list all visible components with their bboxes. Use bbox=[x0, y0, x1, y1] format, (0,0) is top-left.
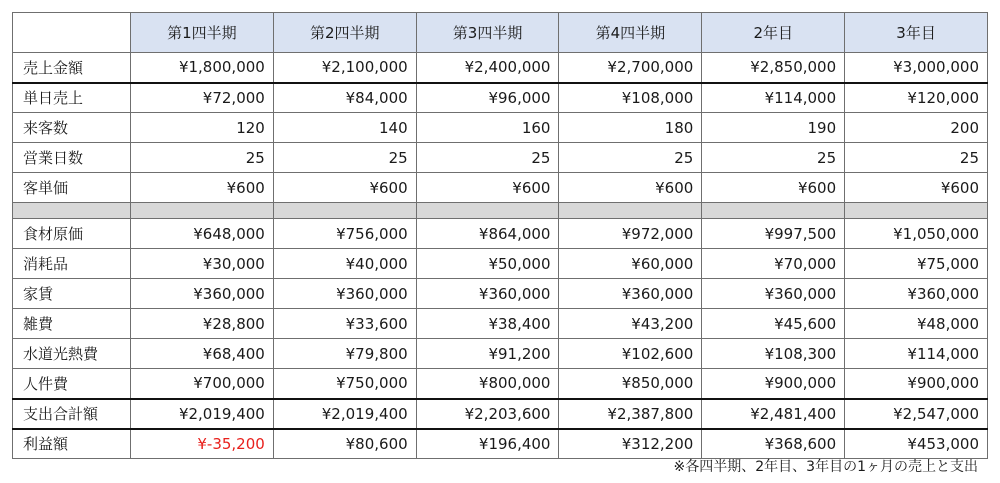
table-cell: ¥312,200 bbox=[559, 429, 702, 459]
table-cell: ¥1,050,000 bbox=[845, 219, 988, 249]
table-row bbox=[13, 369, 988, 399]
table-cell: 180 bbox=[559, 113, 702, 143]
row-label: 営業日数 bbox=[13, 143, 131, 173]
financial-table bbox=[12, 12, 988, 459]
table-cell: ¥864,000 bbox=[416, 219, 559, 249]
table-cell: ¥28,800 bbox=[131, 309, 274, 339]
table-cell: ¥600 bbox=[131, 173, 274, 203]
table-cell: ¥60,000 bbox=[559, 249, 702, 279]
table-row bbox=[13, 173, 988, 203]
table-cell: 25 bbox=[416, 143, 559, 173]
table-cell: ¥2,700,000 bbox=[559, 53, 702, 83]
header-q4: 第4四半期 bbox=[559, 13, 702, 53]
table-row bbox=[13, 249, 988, 279]
row-label: 単日売上 bbox=[13, 83, 131, 113]
table-cell: ¥3,000,000 bbox=[845, 53, 988, 83]
table-cell: ¥2,387,800 bbox=[559, 399, 702, 429]
header-year3: 3年目 bbox=[845, 13, 988, 53]
table-cell: ¥84,000 bbox=[273, 83, 416, 113]
table-cell: ¥96,000 bbox=[416, 83, 559, 113]
table-cell: 190 bbox=[702, 113, 845, 143]
table-cell: ¥114,000 bbox=[702, 83, 845, 113]
table-cell: 25 bbox=[845, 143, 988, 173]
table-cell: ¥2,019,400 bbox=[131, 399, 274, 429]
table-row bbox=[13, 143, 988, 173]
table-cell: ¥33,600 bbox=[273, 309, 416, 339]
table-cell: ¥972,000 bbox=[559, 219, 702, 249]
table-cell: 25 bbox=[559, 143, 702, 173]
table-cell: ¥68,400 bbox=[131, 339, 274, 369]
header-q1: 第1四半期 bbox=[131, 13, 274, 53]
table-cell: ¥600 bbox=[845, 173, 988, 203]
table-cell: ¥48,000 bbox=[845, 309, 988, 339]
table-cell: ¥997,500 bbox=[702, 219, 845, 249]
table-cell: ¥360,000 bbox=[702, 279, 845, 309]
table-cell: ¥91,200 bbox=[416, 339, 559, 369]
table-cell: 120 bbox=[131, 113, 274, 143]
table-cell: ¥600 bbox=[273, 173, 416, 203]
divider-cell bbox=[845, 203, 988, 219]
table-cell: ¥2,481,400 bbox=[702, 399, 845, 429]
table-cell: ¥38,400 bbox=[416, 309, 559, 339]
table-cell: ¥40,000 bbox=[273, 249, 416, 279]
row-label: 水道光熱費 bbox=[13, 339, 131, 369]
table-cell: ¥79,800 bbox=[273, 339, 416, 369]
table-cell: ¥600 bbox=[559, 173, 702, 203]
table-cell: ¥800,000 bbox=[416, 369, 559, 399]
row-label: 雑費 bbox=[13, 309, 131, 339]
table-cell: ¥45,600 bbox=[702, 309, 845, 339]
table-cell: ¥2,100,000 bbox=[273, 53, 416, 83]
table-cell: ¥70,000 bbox=[702, 249, 845, 279]
header-row bbox=[13, 13, 988, 53]
table-cell: 160 bbox=[416, 113, 559, 143]
table-cell: ¥114,000 bbox=[845, 339, 988, 369]
table-cell: 25 bbox=[131, 143, 274, 173]
row-label: 家賃 bbox=[13, 279, 131, 309]
table-cell: ¥72,000 bbox=[131, 83, 274, 113]
table-cell: 140 bbox=[273, 113, 416, 143]
table-row bbox=[13, 309, 988, 339]
row-label: 食材原価 bbox=[13, 219, 131, 249]
section-divider bbox=[13, 203, 988, 219]
table-cell: ¥600 bbox=[702, 173, 845, 203]
header-year2: 2年目 bbox=[702, 13, 845, 53]
table-cell: ¥108,300 bbox=[702, 339, 845, 369]
table-cell: ¥360,000 bbox=[416, 279, 559, 309]
row-label: 消耗品 bbox=[13, 249, 131, 279]
table-cell: ¥2,203,600 bbox=[416, 399, 559, 429]
table-cell: ¥80,600 bbox=[273, 429, 416, 459]
divider-cell bbox=[273, 203, 416, 219]
table-row bbox=[13, 53, 988, 83]
divider-cell bbox=[131, 203, 274, 219]
divider-cell bbox=[13, 203, 131, 219]
divider-cell bbox=[702, 203, 845, 219]
table-cell: 25 bbox=[273, 143, 416, 173]
negative-profit-cell: ¥-35,200 bbox=[131, 429, 274, 459]
table-cell: ¥30,000 bbox=[131, 249, 274, 279]
table-cell: 200 bbox=[845, 113, 988, 143]
table-cell: ¥43,200 bbox=[559, 309, 702, 339]
table-cell: ¥1,800,000 bbox=[131, 53, 274, 83]
table-cell: ¥750,000 bbox=[273, 369, 416, 399]
footnote: ※各四半期、2年目、3年目の1ヶ月の売上と支出 bbox=[673, 459, 978, 475]
table-cell: ¥2,850,000 bbox=[702, 53, 845, 83]
table-cell: ¥360,000 bbox=[845, 279, 988, 309]
table-cell: ¥2,019,400 bbox=[273, 399, 416, 429]
divider-cell bbox=[559, 203, 702, 219]
row-label: 利益額 bbox=[13, 429, 131, 459]
row-label: 客単価 bbox=[13, 173, 131, 203]
table-cell: ¥196,400 bbox=[416, 429, 559, 459]
row-label: 支出合計額 bbox=[13, 399, 131, 429]
profit-row bbox=[13, 429, 988, 459]
table-cell: ¥900,000 bbox=[702, 369, 845, 399]
total-row bbox=[13, 399, 988, 429]
table-row bbox=[13, 83, 988, 113]
table-cell: ¥850,000 bbox=[559, 369, 702, 399]
table-cell: ¥2,547,000 bbox=[845, 399, 988, 429]
table-cell: ¥453,000 bbox=[845, 429, 988, 459]
table-cell: ¥102,600 bbox=[559, 339, 702, 369]
table-cell: ¥368,600 bbox=[702, 429, 845, 459]
header-q3: 第3四半期 bbox=[416, 13, 559, 53]
table-cell: ¥75,000 bbox=[845, 249, 988, 279]
header-q2: 第2四半期 bbox=[273, 13, 416, 53]
row-label: 人件費 bbox=[13, 369, 131, 399]
table-cell: ¥756,000 bbox=[273, 219, 416, 249]
table-row bbox=[13, 279, 988, 309]
row-label: 売上金額 bbox=[13, 53, 131, 83]
table-cell: ¥120,000 bbox=[845, 83, 988, 113]
table-cell: ¥360,000 bbox=[559, 279, 702, 309]
row-label: 来客数 bbox=[13, 113, 131, 143]
table-cell: ¥648,000 bbox=[131, 219, 274, 249]
table-cell: ¥900,000 bbox=[845, 369, 988, 399]
table-cell: 25 bbox=[702, 143, 845, 173]
table-row bbox=[13, 219, 988, 249]
table-row bbox=[13, 339, 988, 369]
header-corner bbox=[13, 13, 131, 53]
table-cell: ¥50,000 bbox=[416, 249, 559, 279]
table-cell: ¥700,000 bbox=[131, 369, 274, 399]
table-cell: ¥360,000 bbox=[131, 279, 274, 309]
divider-cell bbox=[416, 203, 559, 219]
table-cell: ¥600 bbox=[416, 173, 559, 203]
table-row bbox=[13, 113, 988, 143]
table-cell: ¥360,000 bbox=[273, 279, 416, 309]
table-cell: ¥108,000 bbox=[559, 83, 702, 113]
table-cell: ¥2,400,000 bbox=[416, 53, 559, 83]
